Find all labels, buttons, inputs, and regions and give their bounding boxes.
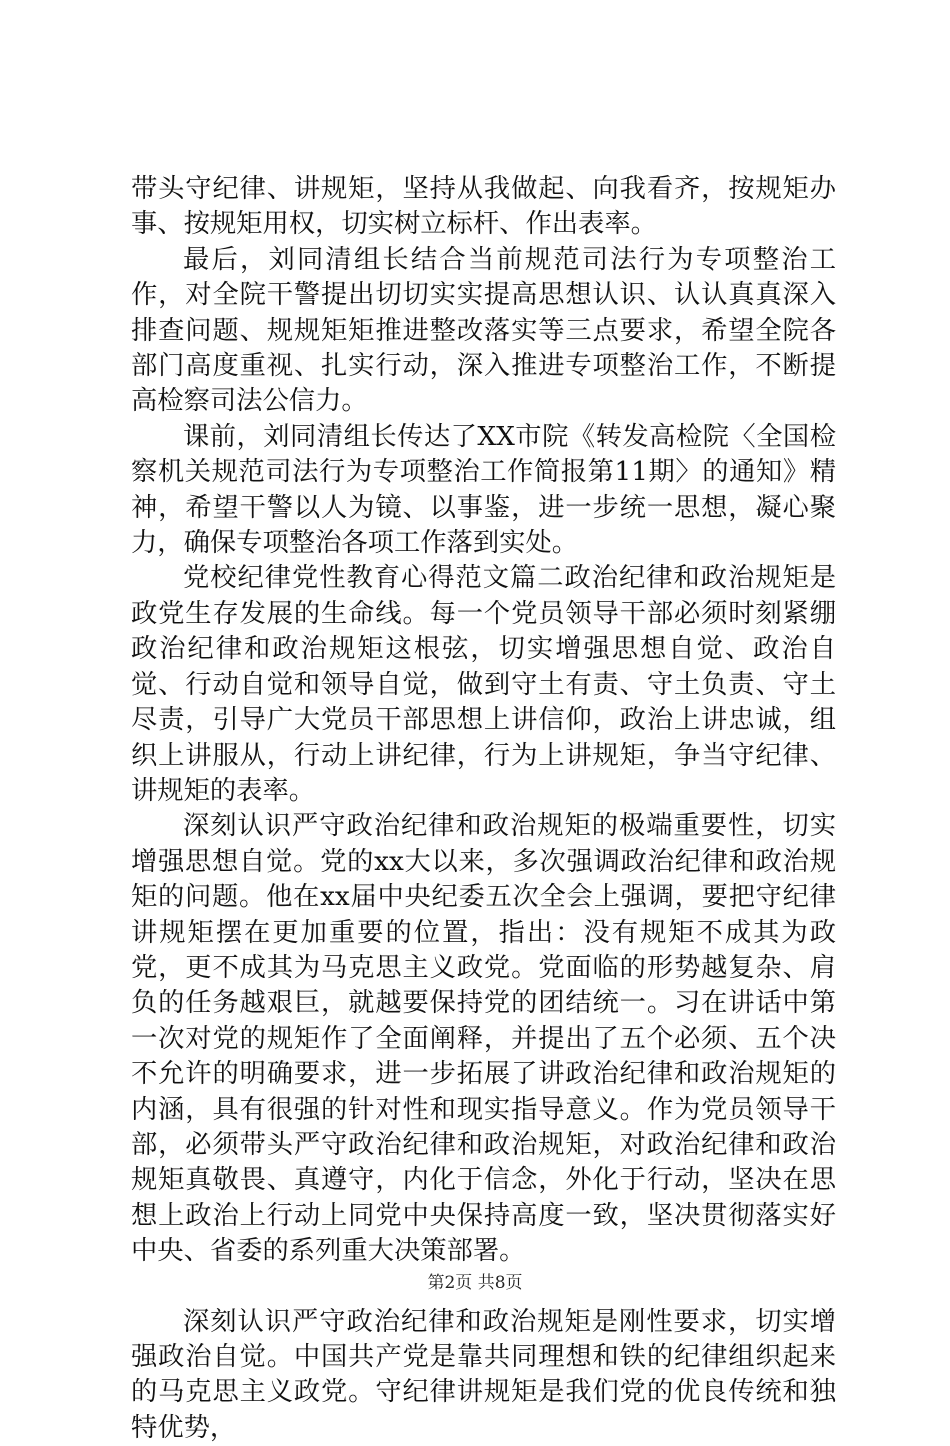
paragraph: 深刻认识严守政治纪律和政治规矩是刚性要求，切实增强政治自觉。中国共产党是靠共同理想和铁的纪律组织起来的马克思主义政党。守纪律讲规矩是我们党的优良传统和独特优势， [131,1306,836,1443]
paragraph: 党校纪律党性教育心得范文篇二政治纪律和政治规矩是政党生存发展的生命线。每一个党员领导干部必须时刻紧绷政治纪律和政治规矩这根弦，切实增强思想自觉、政治自觉、行动自觉和领导自觉，做到守土有责、守土负责、守土尽责，引导广大党员干部思想上讲信仰，政治上讲忠诚，组织上讲服从，行动上讲纪律，行为上讲规矩，争当守纪律、讲规矩的表率。 [131,563,836,806]
page-footer: 第2页 共8页 [427,1273,523,1293]
paragraph: 深刻认识严守政治纪律和政治规矩的极端重要性，切实增强思想自觉。党的xx大以来，多次强调政治纪律和政治规矩的问题。他在xx届中央纪委五次全会上强调，要把守纪律讲规矩摆在更加重要的位置，指出：没有规矩不成其为政党，更不成其为马克思主义政党。党面临的形势越复杂、肩负的任务越艰巨，就越要保持党的团结统一。习在讲话中第一次对党的规矩作了全面阐释，并提出了五个必须、五个决不允许的明确要求，进一步拓展了讲政治纪律和政治规矩的内涵，具有很强的针对性和现实指导意义。作为党员领导干部，必须带头严守政治纪律和政治规矩，对政治纪律和政治规矩真敬畏、真遵守，内化于信念，外化于行动，坚决在思想上政治上行动上同党中央保持高度一致，坚决贯彻落实好中央、省委的系列重大决策部署。 [131,811,836,1267]
paragraph: 最后，刘同清组长结合当前规范司法行为专项整治工作，对全院干警提出切切实实提高思想认识、认认真真深入排查问题、规规矩矩推进整改落实等三点要求，希望全院各部门高度重视、扎实行动，深入推进专项整治工作，不断提高检察司法公信力。 [131,244,836,417]
paragraph: 课前，刘同清组长传达了XX市院《转发高检院〈全国检察机关规范司法行为专项整治工作简报第11期〉的通知》精神，希望干警以人为镜、以事鉴，进一步统一思想，凝心聚力，确保专项整治各项工作落到实处。 [131,421,836,559]
document-body [131,172,836,1446]
paragraph-continued: 带头守纪律、讲规矩，坚持从我做起、向我看齐，按规矩办事、按规矩用权，切实树立标杆、作出表率。 [131,174,836,240]
